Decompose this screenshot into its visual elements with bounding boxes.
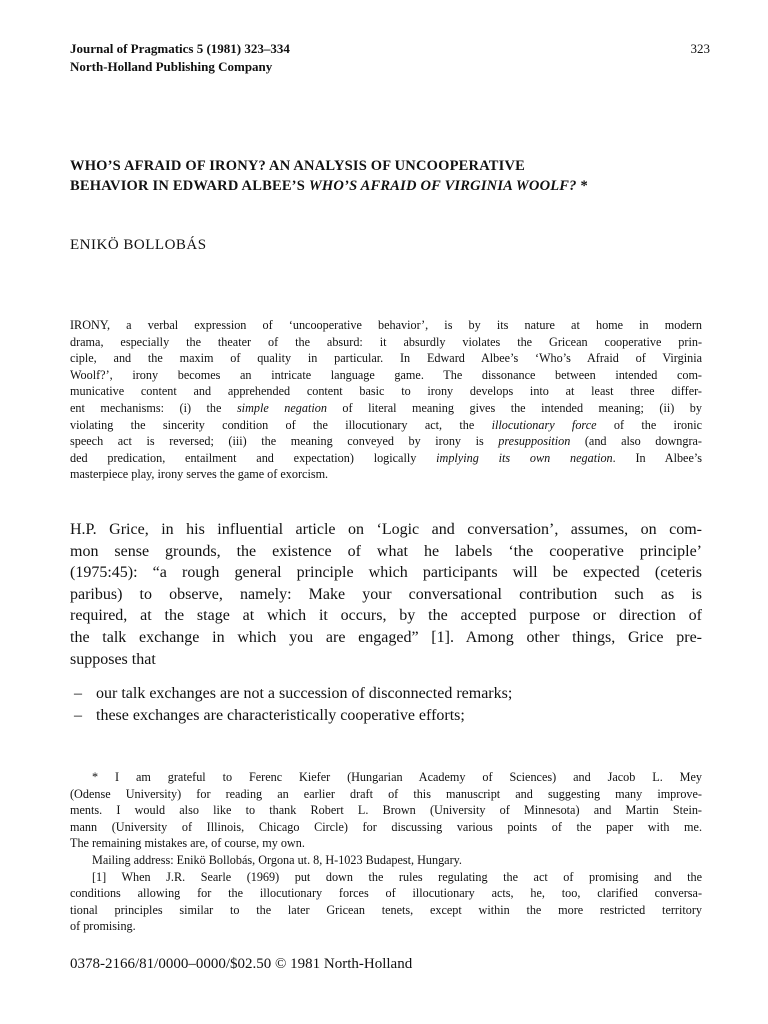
abstract-line [70, 450, 702, 467]
footnote-line: [1] When J.R. Searle (1969) put down the rules regulating the act of promising and the [92, 869, 702, 884]
title-line-2 [70, 176, 690, 196]
body-line: H.P. Grice, in his influential article on ‘Logic and conversation’, assumes, on com- [70, 521, 702, 538]
footnote-line: mann (University of Illinois, Chicago Circle) for discussing various points of the paper with me. [70, 819, 702, 834]
abstract-text: of literal meaning gives the intended meaning; (ii) by [326, 400, 702, 415]
article-title [70, 156, 690, 196]
body-line: supposes that [70, 650, 156, 668]
body-line: the talk exchange in which you are engaged” [1]. Among other things, Grice pre- [70, 628, 702, 646]
page-number: 323 [690, 41, 710, 56]
abstract-emphasis: implying its own negation [436, 450, 613, 465]
body-paragraph [70, 519, 702, 670]
abstract-text: ent mechanisms: (i) the [70, 400, 237, 415]
footnote-line: of promising. [70, 919, 136, 934]
abstract-text: . In Albee’s [612, 450, 702, 465]
list-item [74, 705, 694, 727]
journal-citation: Journal of Pragmatics 5 (1981) 323–334 [70, 41, 290, 56]
footnote-line: (Odense University) for reading an earlier draft of this manuscript and suggesting many improve- [70, 786, 702, 801]
abstract-line: drama, especially the theater of the absurd: it absurdly violates the Gricean cooperative prin- [70, 334, 702, 349]
abstract-emphasis: presupposition [498, 434, 571, 449]
presupposition-list [74, 683, 694, 726]
body-line: mon sense grounds, the existence of what he labels ‘the cooperative principle’ [70, 542, 702, 560]
copyright-line: 0378-2166/81/0000–0000/$02.50 © 1981 North-Holland [70, 956, 413, 972]
abstract-line: municative content and apprehended content basic to irony develops into at least three differ- [70, 384, 702, 399]
abstract [70, 317, 702, 483]
abstract-text: violating the sincerity condition of the illocutionary act, the [70, 417, 492, 432]
dash-bullet: – [74, 685, 82, 702]
body-line: paribus) to observe, namely: Make your conversational contribution such as is [70, 585, 702, 603]
abstract-line [70, 417, 702, 434]
dash-bullet: – [74, 706, 82, 724]
running-header [70, 40, 710, 76]
abstract-text: ded predication, entailment and expectation) logically [70, 450, 437, 465]
title-footnote-mark: * [576, 178, 588, 194]
list-item-text: these exchanges are characteristically cooperative efforts; [96, 706, 465, 724]
footnote-line: conditions allowing for the illocutionary forces of illocutionary acts, he, too, clarified conversa- [70, 886, 702, 901]
footnote-line: ments. I would also like to thank Robert L. Brown (University of Minnesota) and Martin Stein- [70, 803, 702, 818]
body-line: required, at the stage at which it occurs, by the accepted purpose or direction of [70, 607, 702, 625]
abstract-line [70, 400, 702, 417]
abstract-line: masterpiece play, irony serves the game of exorcism. [70, 467, 329, 482]
footnote-line: The remaining mistakes are, of course, my own. [70, 836, 305, 851]
abstract-line [70, 433, 702, 450]
abstract-line: ciple, and the maxim of quality in particular. In Edward Albee’s ‘Who’s Afraid of Virginia [70, 351, 702, 366]
abstract-text: speech act is reversed; (iii) the meaning conveyed by irony is [70, 434, 499, 449]
author-name: ENIKÖ BOLLOBÁS [70, 237, 207, 253]
abstract-emphasis: simple negation [236, 400, 327, 415]
abstract-text: of the ironic [596, 417, 702, 432]
footnote-line: * I am grateful to Ferenc Kiefer (Hungarian Academy of Sciences) and Jacob L. Mey [92, 770, 702, 784]
mailing-address: Mailing address: Enikö Bollobás, Orgona ut. 8, H-1023 Budapest, Hungary. [92, 852, 462, 867]
list-item [74, 683, 694, 705]
title-play-name: WHO’S AFRAID OF VIRGINIA WOOLF? [308, 178, 577, 194]
footnotes [70, 769, 702, 935]
abstract-text: (and also downgra- [570, 434, 702, 449]
footnote-line: tional principles similar to the later Gricean tenets, except within the more restricted territory [70, 902, 702, 917]
abstract-line: IRONY, a verbal expression of ‘uncooperative behavior’, is by its nature at home in modern [70, 318, 702, 332]
abstract-emphasis: illocutionary force [491, 417, 597, 432]
abstract-line: Woolf?’, irony becomes an intricate language game. The dissonance between intended com- [70, 367, 702, 382]
list-item-text: our talk exchanges are not a succession of disconnected remarks; [96, 685, 513, 702]
body-line: (1975:45): “a rough general principle which participants will be expected (ceteris [70, 564, 702, 582]
title-line-1: WHO’S AFRAID OF IRONY? AN ANALYSIS OF UNCOOPERATIVE [70, 158, 526, 174]
title-line-2-plain: BEHAVIOR IN EDWARD ALBEE’S [70, 178, 309, 194]
publisher-name: North-Holland Publishing Company [70, 59, 273, 74]
